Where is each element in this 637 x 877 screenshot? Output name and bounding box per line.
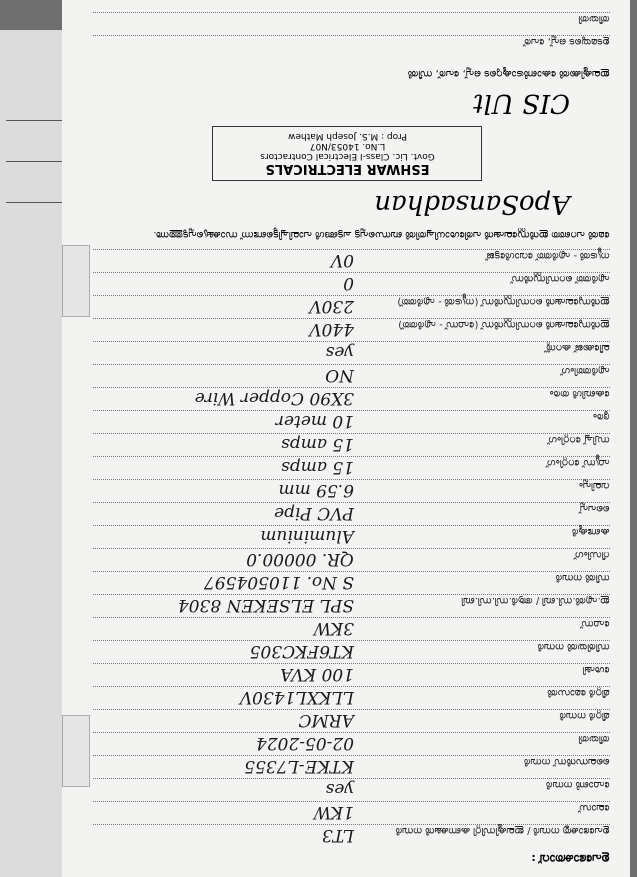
field-row <box>93 249 610 272</box>
field-row <box>93 732 610 755</box>
field-label: ന്യൂട്രൽ - എർത്ത് വോൾട്ടേജ് <box>486 250 610 261</box>
field-label: സീൽ നമ്പർ <box>555 572 610 583</box>
certificate-sheet <box>62 0 630 877</box>
field-value: LLKXL1430V <box>239 687 354 707</box>
field-row <box>93 433 610 456</box>
field-value: LT3 <box>321 825 354 845</box>
field-row <box>93 525 610 548</box>
field-label: ഇ.എൽ.സി.ബി / ആർ.സി.സി.ബി <box>461 595 610 606</box>
field-value: 0V <box>330 250 354 270</box>
field-value: 02-05-2024 <box>255 733 354 753</box>
field-row <box>93 387 610 410</box>
field-row <box>93 571 610 594</box>
field-value: 440V <box>309 319 354 339</box>
declaration-note: മേൽ പറഞ്ഞ ഇൻസ്റ്റലേഷൻ പരിശോധിച്ചതിൽ ബന്ധപ്പെട്ട ചട്ടങ്ങൾ പാലിച്ചിട്ടുണ്ടെന്ന് സാക്ഷ്യപ്പെടുത്തുന്നു. <box>153 229 610 240</box>
stamp-line: L.No. 14053/N07 <box>309 141 386 151</box>
field-value: ARMC <box>298 710 354 730</box>
field-label: ഇൻസുലേഷൻ റെസിസ്റ്റൻസ് (ന്യൂട്രൽ - എർത്ത്) <box>397 296 610 307</box>
field-list <box>85 249 610 847</box>
field-value: 15 amps <box>281 457 354 477</box>
field-label: ഫ്യൂസ് റേറ്റിംഗ് <box>546 457 610 468</box>
field-label: സീരിയൽ നമ്പർ <box>537 641 610 652</box>
field-label: തീയതി <box>578 733 610 744</box>
field-row <box>93 686 610 709</box>
field-value: 230V <box>309 296 354 316</box>
field-value: yes <box>325 342 354 362</box>
consumer-heading: ഉപഭോക്താവ് : <box>531 852 610 865</box>
field-label: മീറ്റർ നമ്പർ <box>559 710 610 721</box>
stamp-line: Prop : M.S. Joseph Mathew <box>288 131 407 141</box>
field-label: ഉപഭോക്തൃ നമ്പർ / ഇലക്ട്രിസിറ്റി കണക്ഷൻ നമ്പർ <box>395 825 610 836</box>
field-row <box>93 663 610 686</box>
field-label: ഫേസ് <box>581 618 610 629</box>
field-row <box>93 456 610 479</box>
field-row <box>93 272 610 295</box>
field-row <box>93 341 610 364</box>
initials-signature: CIS Ult <box>473 88 570 118</box>
field-label: ലോഡ് <box>578 802 610 813</box>
field-row <box>93 617 610 640</box>
field-value: KT6FKC305 <box>249 641 354 661</box>
field-row <box>93 824 610 847</box>
field-label: ശേഷി <box>582 664 610 675</box>
field-value: QR. 00000.0 <box>246 549 354 569</box>
authority-line: ഇലക്ട്രിക്കൽ കോൺട്രാക്ടറുടെ ഒപ്പ്, പേര്, സീൽ <box>408 68 610 79</box>
field-value: 6.59 mm <box>278 480 354 500</box>
owner-field-row <box>93 0 610 12</box>
field-row <box>93 410 610 433</box>
field-row <box>93 801 610 824</box>
field-value: SPL ELSEKEN 8304 <box>177 595 354 615</box>
field-label: കണ്ടക്ടർ <box>572 526 610 537</box>
field-value: 1KW <box>313 802 354 822</box>
field-row <box>93 548 610 571</box>
field-row <box>93 318 610 341</box>
field-value: 15 amps <box>281 434 354 454</box>
field-row <box>93 755 610 778</box>
stamp-name: ESHWAR ELECTRICALS <box>265 161 430 176</box>
field-label: ഇൻസുലേഷൻ റെസിസ്റ്റൻസ് (ഫേസ് - എർത്ത്) <box>398 319 610 330</box>
owner-field-row <box>93 12 610 35</box>
field-label: പൈപ്പ് <box>579 503 610 514</box>
field-label: ലീക്കേജ് കറന്റ് <box>545 342 610 353</box>
field-label: കേബിൾ തരം <box>549 388 610 399</box>
field-value: 100 KVA <box>280 664 354 684</box>
field-row <box>93 295 610 318</box>
field-value: NO <box>325 365 354 385</box>
contractor-signature: ApoSansadhan <box>374 189 570 219</box>
field-value: 0 <box>343 273 354 293</box>
owner-field-label <box>360 0 610 1</box>
field-value: 10 meter <box>275 411 354 431</box>
field-row <box>93 594 610 617</box>
field-row <box>93 364 610 387</box>
field-value: S No. 110504597 <box>203 572 354 592</box>
field-label: സ്വിച്ച് റേറ്റിംഗ് <box>547 434 610 445</box>
field-value: KTKE-L7355 <box>244 756 354 776</box>
field-label: എർത്തിംഗ് <box>561 365 610 376</box>
field-row <box>93 778 610 801</box>
field-value: Aluminium <box>260 526 354 546</box>
owner-field-label: ഉടമയുടെ ഒപ്പ്, പേര് <box>523 36 610 47</box>
field-row <box>93 640 610 663</box>
field-value: yes <box>325 779 354 799</box>
field-label: ദൂരം <box>593 411 610 422</box>
stamp-line: Govt. Lic. Class-I Electrical Contractors <box>260 151 435 161</box>
owner-fields <box>85 0 610 58</box>
field-row <box>93 709 610 732</box>
field-label: എർത്ത് റെസിസ്റ്റൻസ് <box>511 273 610 284</box>
owner-field-row <box>93 35 610 58</box>
field-value: PVC Pipe <box>274 503 354 523</box>
form-body <box>85 0 610 871</box>
owner-field-label: തീയതി <box>578 13 610 24</box>
field-row <box>93 502 610 525</box>
field-label: മീറ്റർ മോഡൽ <box>547 687 610 698</box>
field-row <box>93 479 610 502</box>
field-label: വലിപ്പം <box>579 480 610 491</box>
field-value: 3KW <box>313 618 354 638</box>
contractor-stamp <box>213 126 483 181</box>
field-label: റീഡിംഗ് <box>574 549 610 560</box>
field-label: ഫോൺ നമ്പർ <box>546 779 610 790</box>
field-label: ലൈസൻസ് നമ്പർ <box>524 756 610 767</box>
field-value: 3X90 Copper Wire <box>194 388 354 408</box>
